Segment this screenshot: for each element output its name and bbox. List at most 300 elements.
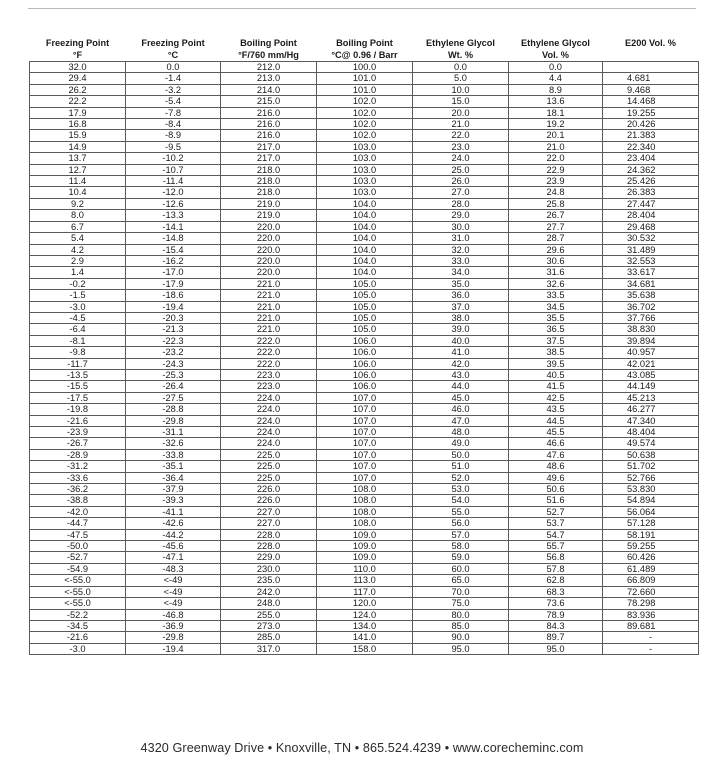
- table-cell: 113.0: [317, 575, 413, 586]
- table-cell: 27.7: [509, 221, 603, 232]
- table-cell: 51.6: [509, 495, 603, 506]
- table-row: [30, 153, 699, 164]
- table-cell: 52.7: [509, 506, 603, 517]
- table-cell: 12.7: [30, 164, 126, 175]
- table-cell: 27.447: [603, 198, 699, 209]
- table-cell: 5.0: [413, 73, 509, 84]
- table-cell: -35.1: [126, 461, 221, 472]
- table-cell: -21.3: [126, 324, 221, 335]
- table-cell: 217.0: [221, 153, 317, 164]
- table-cell: 2.9: [30, 255, 126, 266]
- table-cell: 32.0: [30, 62, 126, 73]
- table-cell: 106.0: [317, 347, 413, 358]
- table-cell: 58.191: [603, 529, 699, 540]
- table-cell: 120.0: [317, 598, 413, 609]
- table-cell: 52.766: [603, 472, 699, 483]
- table-cell: 19.2: [509, 119, 603, 130]
- table-cell: -16.2: [126, 255, 221, 266]
- table-cell: -8.9: [126, 130, 221, 141]
- table-cell: -8.1: [30, 335, 126, 346]
- table-cell: 228.0: [221, 541, 317, 552]
- table-cell: 4.2: [30, 244, 126, 255]
- table-cell: 36.5: [509, 324, 603, 335]
- column-unit-4: Wt. %: [413, 50, 509, 62]
- table-row: [30, 609, 699, 620]
- table-row: [30, 198, 699, 209]
- table-cell: 8.0: [30, 210, 126, 221]
- table-cell: 37.5: [509, 335, 603, 346]
- table-cell: 53.7: [509, 518, 603, 529]
- table-cell: 218.0: [221, 164, 317, 175]
- table-cell: -23.9: [30, 427, 126, 438]
- table-cell: 107.0: [317, 461, 413, 472]
- table-cell: 19.255: [603, 107, 699, 118]
- table-cell: 40.957: [603, 347, 699, 358]
- table-cell: -48.3: [126, 563, 221, 574]
- table-cell: -21.6: [30, 415, 126, 426]
- table-cell: 221.0: [221, 301, 317, 312]
- table-cell: 24.362: [603, 164, 699, 175]
- table-row: [30, 278, 699, 289]
- table-cell: 17.9: [30, 107, 126, 118]
- table-cell: 4.4: [509, 73, 603, 84]
- table-cell: -11.7: [30, 358, 126, 369]
- table-cell: -13.5: [30, 369, 126, 380]
- table-row: [30, 518, 699, 529]
- table-row: [30, 255, 699, 266]
- table-cell: 22.340: [603, 141, 699, 152]
- table-cell: 45.213: [603, 392, 699, 403]
- table-cell: 216.0: [221, 119, 317, 130]
- table-cell: 255.0: [221, 609, 317, 620]
- table-cell: 102.0: [317, 119, 413, 130]
- table-cell: 225.0: [221, 472, 317, 483]
- table-cell: 104.0: [317, 210, 413, 221]
- table-cell: -41.1: [126, 506, 221, 517]
- table-cell: 224.0: [221, 427, 317, 438]
- column-header-5: Ethylene Glycol: [521, 38, 590, 48]
- table-cell: 229.0: [221, 552, 317, 563]
- table-cell: -5.4: [126, 96, 221, 107]
- table-cell: 51.702: [603, 461, 699, 472]
- table-cell: 220.0: [221, 255, 317, 266]
- table-row: [30, 484, 699, 495]
- table-cell: -42.6: [126, 518, 221, 529]
- table-cell: 31.489: [603, 244, 699, 255]
- table-cell: -6.4: [30, 324, 126, 335]
- table-cell: 41.0: [413, 347, 509, 358]
- table-cell: 220.0: [221, 267, 317, 278]
- table-cell: 107.0: [317, 404, 413, 415]
- table-cell: 16.8: [30, 119, 126, 130]
- table-cell: 220.0: [221, 221, 317, 232]
- table-cell: 215.0: [221, 96, 317, 107]
- table-cell: 18.1: [509, 107, 603, 118]
- table-cell: -29.8: [126, 415, 221, 426]
- table-cell: <-55.0: [30, 575, 126, 586]
- table-cell: 103.0: [317, 187, 413, 198]
- table-cell: 47.0: [413, 415, 509, 426]
- header-row: [30, 38, 699, 50]
- table-cell: 224.0: [221, 392, 317, 403]
- table-cell: 47.6: [509, 449, 603, 460]
- table-row: [30, 552, 699, 563]
- table-cell: -45.6: [126, 541, 221, 552]
- table-cell: -47.1: [126, 552, 221, 563]
- table-cell: 22.2: [30, 96, 126, 107]
- table-cell: 9.468: [603, 84, 699, 95]
- table-cell: 218.0: [221, 187, 317, 198]
- column-unit-2: °F/760 mm/Hg: [221, 50, 317, 62]
- table-cell: 95.0: [413, 643, 509, 654]
- table-cell: 117.0: [317, 586, 413, 597]
- table-row: [30, 563, 699, 574]
- table-cell: 32.6: [509, 278, 603, 289]
- table-cell: 21.0: [509, 141, 603, 152]
- table-cell: 101.0: [317, 84, 413, 95]
- table-cell: -33.8: [126, 449, 221, 460]
- table-cell: 28.7: [509, 233, 603, 244]
- table-cell: -20.3: [126, 312, 221, 323]
- table-row: [30, 461, 699, 472]
- table-cell: 56.0: [413, 518, 509, 529]
- table-cell: 106.0: [317, 381, 413, 392]
- table-cell: 11.4: [30, 176, 126, 187]
- table-cell: 220.0: [221, 233, 317, 244]
- table-cell: 61.489: [603, 563, 699, 574]
- table-cell: 108.0: [317, 506, 413, 517]
- table-cell: 46.6: [509, 438, 603, 449]
- table-cell: 104.0: [317, 233, 413, 244]
- table-cell: 103.0: [317, 164, 413, 175]
- table-row: [30, 529, 699, 540]
- table-row: [30, 164, 699, 175]
- table-cell: 47.340: [603, 415, 699, 426]
- table-cell: 84.3: [509, 620, 603, 631]
- table-cell: -14.1: [126, 221, 221, 232]
- table-cell: [603, 62, 699, 73]
- table-cell: 109.0: [317, 552, 413, 563]
- table-cell: 218.0: [221, 176, 317, 187]
- table-cell: 45.0: [413, 392, 509, 403]
- table-cell: 4.681: [603, 73, 699, 84]
- table-cell: 32.0: [413, 244, 509, 255]
- table-cell: -46.8: [126, 609, 221, 620]
- table-cell: 60.426: [603, 552, 699, 563]
- table-cell: 21.383: [603, 130, 699, 141]
- table-cell: 35.0: [413, 278, 509, 289]
- table-cell: 14.9: [30, 141, 126, 152]
- table-cell: 68.3: [509, 586, 603, 597]
- table-cell: 54.894: [603, 495, 699, 506]
- table-cell: 9.2: [30, 198, 126, 209]
- table-cell: 26.7: [509, 210, 603, 221]
- table-cell: 26.2: [30, 84, 126, 95]
- table-row: [30, 404, 699, 415]
- table-cell: 225.0: [221, 461, 317, 472]
- table-cell: 33.5: [509, 290, 603, 301]
- table-row: [30, 347, 699, 358]
- table-cell: 216.0: [221, 107, 317, 118]
- table-cell: 228.0: [221, 529, 317, 540]
- table-row: [30, 73, 699, 84]
- table-cell: 52.0: [413, 472, 509, 483]
- table-cell: -54.9: [30, 563, 126, 574]
- table-cell: 89.681: [603, 620, 699, 631]
- table-cell: -8.4: [126, 119, 221, 130]
- table-cell: 6.7: [30, 221, 126, 232]
- table-cell: 0.0: [509, 62, 603, 73]
- table-cell: -3.2: [126, 84, 221, 95]
- table-row: [30, 427, 699, 438]
- table-cell: 20.0: [413, 107, 509, 118]
- table-cell: <-49: [126, 598, 221, 609]
- table-cell: -44.7: [30, 518, 126, 529]
- table-cell: 46.0: [413, 404, 509, 415]
- table-cell: 15.9: [30, 130, 126, 141]
- column-header-4: Ethylene Glycol: [426, 38, 495, 48]
- table-cell: 30.6: [509, 255, 603, 266]
- table-cell: 78.298: [603, 598, 699, 609]
- table-cell: -39.3: [126, 495, 221, 506]
- table-cell: -10.7: [126, 164, 221, 175]
- table-row: [30, 392, 699, 403]
- table-cell: 223.0: [221, 381, 317, 392]
- table-cell: 102.0: [317, 107, 413, 118]
- table-cell: 44.5: [509, 415, 603, 426]
- table-cell: 37.0: [413, 301, 509, 312]
- table-cell: 221.0: [221, 278, 317, 289]
- table-cell: 104.0: [317, 244, 413, 255]
- table-cell: 27.0: [413, 187, 509, 198]
- table-cell: 106.0: [317, 358, 413, 369]
- column-unit-5: Vol. %: [509, 50, 603, 62]
- table-cell: 29.6: [509, 244, 603, 255]
- table-cell: 46.277: [603, 404, 699, 415]
- table-cell: 103.0: [317, 176, 413, 187]
- table-cell: 222.0: [221, 358, 317, 369]
- table-cell: 43.085: [603, 369, 699, 380]
- table-row: [30, 84, 699, 95]
- table-cell: -15.5: [30, 381, 126, 392]
- top-divider: [28, 8, 696, 9]
- table-cell: 22.9: [509, 164, 603, 175]
- table-cell: -17.0: [126, 267, 221, 278]
- table-cell: 56.064: [603, 506, 699, 517]
- table-cell: 43.5: [509, 404, 603, 415]
- table-cell: 107.0: [317, 472, 413, 483]
- table-row: [30, 130, 699, 141]
- table-cell: 104.0: [317, 221, 413, 232]
- table-cell: 100.0: [317, 62, 413, 73]
- table-cell: 221.0: [221, 312, 317, 323]
- table-cell: -23.2: [126, 347, 221, 358]
- table-cell: 34.5: [509, 301, 603, 312]
- table-row: [30, 369, 699, 380]
- table-row: [30, 62, 699, 73]
- table-cell: 73.6: [509, 598, 603, 609]
- table-cell: 78.9: [509, 609, 603, 620]
- table-cell: 83.936: [603, 609, 699, 620]
- footer-address: 4320 Greenway Drive • Knoxville, TN • 865.524.4239 • www.corecheminc.com: [140, 741, 584, 755]
- table-cell: 38.5: [509, 347, 603, 358]
- table-cell: -4.5: [30, 312, 126, 323]
- table-row: [30, 632, 699, 643]
- table-cell: -10.2: [126, 153, 221, 164]
- table-cell: 106.0: [317, 335, 413, 346]
- table-cell: 30.532: [603, 233, 699, 244]
- table-cell: 21.0: [413, 119, 509, 130]
- table-cell: 28.404: [603, 210, 699, 221]
- table-cell: -11.4: [126, 176, 221, 187]
- table-cell: 54.7: [509, 529, 603, 540]
- table-cell: 224.0: [221, 404, 317, 415]
- table-row: [30, 438, 699, 449]
- column-header-3: Boiling Point: [336, 38, 393, 48]
- table-cell: -12.6: [126, 198, 221, 209]
- table-cell: -36.9: [126, 620, 221, 631]
- table-cell: 50.638: [603, 449, 699, 460]
- table-cell: 5.4: [30, 233, 126, 244]
- table-cell: 108.0: [317, 495, 413, 506]
- table-cell: 24.8: [509, 187, 603, 198]
- table-cell: -14.8: [126, 233, 221, 244]
- column-header-6: E200 Vol. %: [625, 38, 676, 48]
- table-cell: 14.468: [603, 96, 699, 107]
- table-cell: <-49: [126, 586, 221, 597]
- table-cell: -34.5: [30, 620, 126, 631]
- table-cell: 42.021: [603, 358, 699, 369]
- table-cell: 105.0: [317, 301, 413, 312]
- table-row: [30, 472, 699, 483]
- table-cell: 0.0: [126, 62, 221, 73]
- table-cell: 25.426: [603, 176, 699, 187]
- table-cell: 226.0: [221, 495, 317, 506]
- table-cell: -31.1: [126, 427, 221, 438]
- table-cell: -42.0: [30, 506, 126, 517]
- table-cell: 49.0: [413, 438, 509, 449]
- table-cell: 134.0: [317, 620, 413, 631]
- table-cell: -1.4: [126, 73, 221, 84]
- table-cell: 242.0: [221, 586, 317, 597]
- table-cell: -32.6: [126, 438, 221, 449]
- column-unit-6: [603, 50, 699, 62]
- table-cell: 35.638: [603, 290, 699, 301]
- table-cell: 22.0: [413, 130, 509, 141]
- table-cell: 85.0: [413, 620, 509, 631]
- table-cell: 222.0: [221, 347, 317, 358]
- header-units-row: [30, 50, 699, 62]
- table-cell: <-55.0: [30, 598, 126, 609]
- table-cell: 50.6: [509, 484, 603, 495]
- table-cell: 57.0: [413, 529, 509, 540]
- table-cell: 40.5: [509, 369, 603, 380]
- table-cell: 20.426: [603, 119, 699, 130]
- table-cell: -33.6: [30, 472, 126, 483]
- table-cell: 33.0: [413, 255, 509, 266]
- table-cell: 10.0: [413, 84, 509, 95]
- table-cell: 23.404: [603, 153, 699, 164]
- column-header-1: Freezing Point: [141, 38, 205, 48]
- table-cell: -: [603, 632, 699, 643]
- table-cell: -47.5: [30, 529, 126, 540]
- table-cell: 223.0: [221, 369, 317, 380]
- table-cell: 53.0: [413, 484, 509, 495]
- table-row: [30, 415, 699, 426]
- table-cell: 49.574: [603, 438, 699, 449]
- table-cell: 22.0: [509, 153, 603, 164]
- table-cell: -38.8: [30, 495, 126, 506]
- table-row: [30, 301, 699, 312]
- table-cell: 104.0: [317, 267, 413, 278]
- table-cell: 39.5: [509, 358, 603, 369]
- column-unit-1: °C: [126, 50, 221, 62]
- table-cell: 72.660: [603, 586, 699, 597]
- table-cell: 38.830: [603, 324, 699, 335]
- table-cell: 219.0: [221, 210, 317, 221]
- table-cell: 101.0: [317, 73, 413, 84]
- table-cell: 32.553: [603, 255, 699, 266]
- table-cell: 221.0: [221, 290, 317, 301]
- table-cell: 23.9: [509, 176, 603, 187]
- table-cell: 13.7: [30, 153, 126, 164]
- table-cell: 75.0: [413, 598, 509, 609]
- table-cell: 141.0: [317, 632, 413, 643]
- table-cell: 104.0: [317, 255, 413, 266]
- table-row: [30, 506, 699, 517]
- table-cell: 33.617: [603, 267, 699, 278]
- table-cell: -21.6: [30, 632, 126, 643]
- table-cell: 103.0: [317, 141, 413, 152]
- table-cell: 26.0: [413, 176, 509, 187]
- table-cell: 24.0: [413, 153, 509, 164]
- table-cell: 42.5: [509, 392, 603, 403]
- table-cell: 36.0: [413, 290, 509, 301]
- table-cell: 102.0: [317, 130, 413, 141]
- table-cell: -31.2: [30, 461, 126, 472]
- table-cell: -19.4: [126, 301, 221, 312]
- table-cell: -37.9: [126, 484, 221, 495]
- table-cell: -26.4: [126, 381, 221, 392]
- table-cell: -0.2: [30, 278, 126, 289]
- table-cell: 108.0: [317, 518, 413, 529]
- table-cell: 55.7: [509, 541, 603, 552]
- table-row: [30, 290, 699, 301]
- table-cell: 37.766: [603, 312, 699, 323]
- table-cell: 106.0: [317, 369, 413, 380]
- table-cell: -15.4: [126, 244, 221, 255]
- table-cell: 42.0: [413, 358, 509, 369]
- table-cell: 23.0: [413, 141, 509, 152]
- table-cell: -3.0: [30, 643, 126, 654]
- table-cell: -29.8: [126, 632, 221, 643]
- table-cell: 217.0: [221, 141, 317, 152]
- table-cell: <-55.0: [30, 586, 126, 597]
- table-cell: 60.0: [413, 563, 509, 574]
- table-cell: 39.0: [413, 324, 509, 335]
- table-row: [30, 541, 699, 552]
- table-cell: 34.0: [413, 267, 509, 278]
- table-cell: 221.0: [221, 324, 317, 335]
- table-cell: -24.3: [126, 358, 221, 369]
- table-cell: -7.8: [126, 107, 221, 118]
- table-cell: 8.9: [509, 84, 603, 95]
- table-cell: 124.0: [317, 609, 413, 620]
- table-cell: 34.681: [603, 278, 699, 289]
- table-cell: 13.6: [509, 96, 603, 107]
- table-row: [30, 141, 699, 152]
- table-cell: 15.0: [413, 96, 509, 107]
